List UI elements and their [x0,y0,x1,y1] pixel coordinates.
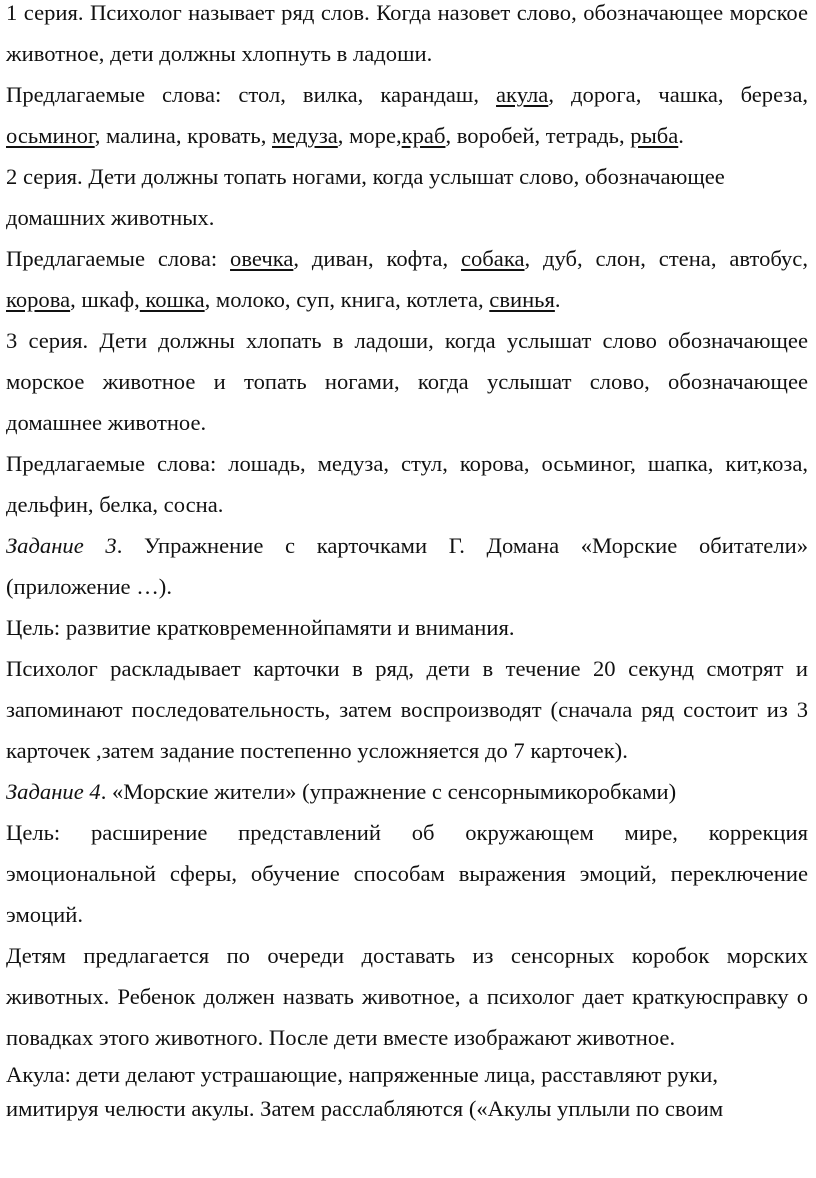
paragraph-task-4-description [6,935,808,1058]
text: 2 серия. Дети должны топать ногами, когда услышат слово, обозначающее домашних животных. [6,164,725,230]
paragraph-series-2 [6,156,808,238]
text: . [554,287,561,312]
paragraph-task-4 [6,771,808,812]
text: , малина, кровать, [94,123,272,148]
task-label: Задание 3 [6,533,117,558]
underlined-word: рыба [630,123,679,148]
text: Цель: расширение представлений об окружающем мире, коррекция эмоциональной сферы, обучение способам выражения эмоций, переключение эмоций. [6,820,808,927]
paragraph-series-3-words [6,443,808,525]
text: 3 серия. Дети должны хлопать в ладоши, когда услышат слово обозначающее морское животное и топать ногами, когда услышат слово, обозначающее домашнее животное. [6,328,808,435]
text: Психолог раскладывает карточки в ряд, дети в течение 20 секунд смотрят и запоминают последовательность, затем воспроизводят (сначала ряд состоит из 3 карточек ,затем задание постепенно усложняется до 7 карточек). [6,656,808,763]
text: , дуб, слон, стена, автобус, [524,246,808,271]
text: Предлагаемые слова: стол, вилка, карандаш, [6,82,497,107]
text: , дорога, чашка, береза, [548,82,808,107]
text: , диван, кофта, [293,246,461,271]
text: Детям предлагается по очереди доставать из сенсорных коробок морских животных. Ребенок должен назвать животное, а психолог дает краткуюсправку о повадках этого животного. После дети вместе изображают животное. [6,943,808,1050]
text: , воробей, тетрадь, [445,123,631,148]
text: Предлагаемые слова: лошадь, медуза, стул, корова, осьминог, шапка, кит,коза, дельфин, белка, сосна. [6,451,808,517]
paragraph-series-2-words [6,238,808,320]
text: 1 серия. Психолог называет ряд слов. Когда назовет слово, обозначающее морское животное, дети должны хлопнуть в ладоши. [6,0,808,66]
underlined-word: овечка [230,246,294,271]
paragraph-task-4-goal [6,812,808,935]
underlined-word: свинья [489,287,555,312]
underlined-word: краб [401,123,446,148]
paragraph-task-3-goal [6,607,808,648]
text: , море, [337,123,402,148]
underlined-word: медуза [272,123,338,148]
text: , шкаф, [70,287,140,312]
paragraph-task-3-description [6,648,808,771]
underlined-word: корова [6,287,71,312]
text: Акула: дети делают устрашающие, напряженные лица, расставляют руки, имитируя челюсти акулы. Затем расслабляются («Акулы уплыли по своим [6,1062,724,1121]
underlined-word: акула [496,82,549,107]
underlined-word: собака [460,246,525,271]
paragraph-shark [6,1058,808,1126]
paragraph-series-1 [6,0,808,74]
text: . «Морские жители» (упражнение с сенсорнымикоробками) [100,779,677,804]
underlined-word: осьминог [6,123,95,148]
task-label: Задание 4 [6,779,101,804]
underlined-word: кошка [139,287,205,312]
paragraph-series-1-words [6,74,808,156]
text: Цель: развитие кратковременнойпамяти и внимания. [6,615,515,640]
text: . [678,123,684,148]
paragraph-series-3 [6,320,808,443]
text: Предлагаемые слова: [6,246,231,271]
text: , молоко, суп, книга, котлета, [204,287,490,312]
text: . Упражнение с карточками Г. Домана «Морские обитатели» (приложение …). [6,533,808,599]
paragraph-task-3 [6,525,808,607]
